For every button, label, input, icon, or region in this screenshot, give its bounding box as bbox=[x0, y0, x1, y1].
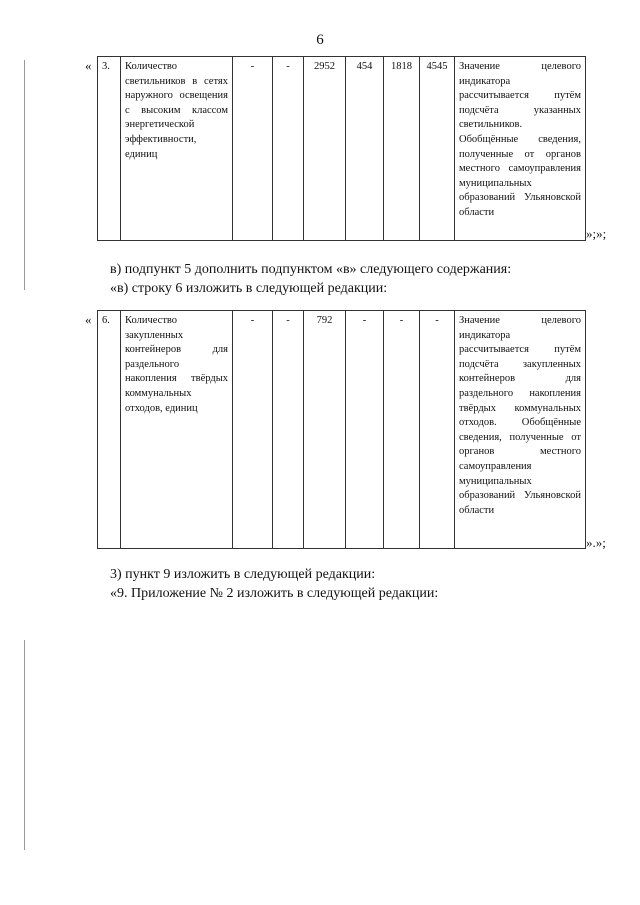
value-cell: - bbox=[346, 311, 384, 549]
row-number: 6. bbox=[98, 311, 121, 549]
row-number: 3. bbox=[98, 57, 121, 241]
value-cell: - bbox=[384, 311, 420, 549]
value-cell: - bbox=[273, 311, 304, 549]
table1-closing-quote: »;»; bbox=[586, 226, 607, 241]
indicator-description: Значение целевого индикатора рассчитывается путём подсчёта закупленных контейнеров для раздельного накопления твёрдых коммунальных отходов. Обобщённые сведения, полученные от органов местного самоуправления муниципальных образований Ульяновской области bbox=[455, 311, 586, 549]
indicator-table-1 bbox=[97, 56, 586, 241]
paragraph-v-quote: «в) строку 6 изложить в следующей редакции: bbox=[110, 281, 388, 296]
value-cell: 4545 bbox=[420, 57, 455, 241]
value-cell: 2952 bbox=[304, 57, 346, 241]
value-cell: 792 bbox=[304, 311, 346, 549]
margin-mark bbox=[24, 640, 25, 850]
indicator-description: Значение целевого индикатора рассчитывается путём подсчёта указанных светильников. Обобщённые сведения, полученные от органов местного самоуправления муниципальных образований Ульяновской области bbox=[455, 57, 586, 241]
table1-open-quote: « bbox=[85, 58, 92, 73]
indicator-table-2 bbox=[97, 310, 586, 549]
table-row bbox=[98, 57, 586, 241]
table-row bbox=[98, 311, 586, 549]
paragraph-9: «9. Приложение № 2 изложить в следующей редакции: bbox=[110, 586, 439, 601]
table2-closing-quote: ».»; bbox=[586, 535, 606, 550]
value-cell: 1818 bbox=[384, 57, 420, 241]
paragraph-v: в) подпункт 5 дополнить подпунктом «в» следующего содержания: bbox=[110, 262, 512, 277]
indicator-name: Количество закупленных контейнеров для раздельного накопления твёрдых коммунальных отходов, единиц bbox=[121, 311, 233, 549]
value-cell: 454 bbox=[346, 57, 384, 241]
margin-mark bbox=[24, 60, 25, 290]
value-cell: - bbox=[273, 57, 304, 241]
paragraph-3: 3) пункт 9 изложить в следующей редакции: bbox=[110, 567, 376, 582]
indicator-name: Количество светильников в сетях наружного освещения с высоким классом энергетической эффективности, единиц bbox=[121, 57, 233, 241]
value-cell: - bbox=[233, 311, 273, 549]
page-number: 6 bbox=[316, 32, 324, 48]
table2-open-quote: « bbox=[85, 312, 92, 327]
value-cell: - bbox=[420, 311, 455, 549]
value-cell: - bbox=[233, 57, 273, 241]
